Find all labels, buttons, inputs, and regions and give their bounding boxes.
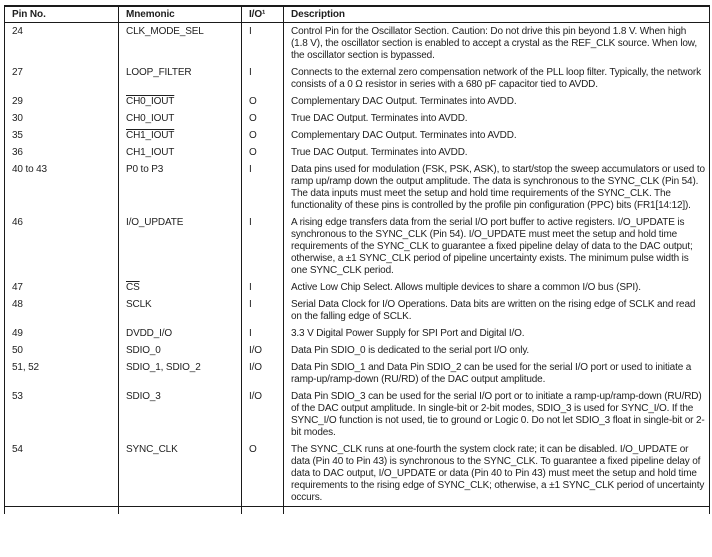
io-cell: O <box>242 144 284 161</box>
mnemonic-active-low: $\overline{CS}$ <box>126 281 140 293</box>
pin-function-table-wrap <box>4 5 709 514</box>
mnemonic-active-low: CH1_IOUT <box>126 129 175 141</box>
description-cell: Serial Data Clock for I/O Operations. Data bits are written on the rising edge of SCLK and read on the falling edge of SCLK. <box>284 296 710 325</box>
description-cell: Complementary DAC Output. Terminates into AVDD. <box>284 93 710 110</box>
io-cell: O <box>242 110 284 127</box>
mnemonic: SDIO_3 <box>126 390 161 402</box>
table-row <box>5 161 710 214</box>
table-row <box>5 279 710 296</box>
io-cell: I <box>242 214 284 279</box>
io-cell: I <box>242 325 284 342</box>
cutoff-row <box>5 507 710 515</box>
table-row <box>5 359 710 388</box>
description-cell: Data pins used for modulation (FSK, PSK, ASK), to start/stop the sweep accumulators or used to ramp up/ramp down the output amplitude. The data is synchronous to the SYNC_CLK (Pin 54). The data inputs must meet the setup and hold time requirements of the SYNC_CLK. The functionality of these pins is controlled by the profile pin configuration (PPC) bits (FR1[14:12]). <box>284 161 710 214</box>
table-row <box>5 441 710 507</box>
table-row <box>5 144 710 161</box>
io-cell: I <box>242 23 284 65</box>
col-header-description: Description <box>284 6 710 23</box>
mnemonic-active-low: CH0_IOUT <box>126 95 175 107</box>
header-row <box>5 6 710 23</box>
pin-no-cell: 27 <box>5 64 119 93</box>
mnemonic-cell <box>119 64 242 93</box>
pin-no-cell: 40 to 43 <box>5 161 119 214</box>
mnemonic: SDIO_0 <box>126 344 161 356</box>
description-cell: True DAC Output. Terminates into AVDD. <box>284 110 710 127</box>
table-cutoff-continuation <box>5 507 710 515</box>
description-cell: Complementary DAC Output. Terminates into AVDD. <box>284 127 710 144</box>
description-cell: True DAC Output. Terminates into AVDD. <box>284 144 710 161</box>
description-cell: Control Pin for the Oscillator Section. Caution: Do not drive this pin beyond 1.8 V. When high (1.8 V), the oscillator section is enabled to accept a crystal as the REF_CLK source. When low, the oscillator section is bypassed. <box>284 23 710 65</box>
mnemonic-cell <box>119 359 242 388</box>
mnemonic: CH0_IOUT <box>126 112 175 124</box>
pin-no-cell: 49 <box>5 325 119 342</box>
io-cell: O <box>242 441 284 507</box>
pin-table-body <box>5 23 710 507</box>
pin-no-cell: 46 <box>5 214 119 279</box>
description-cell: 3.3 V Digital Power Supply for SPI Port and Digital I/O. <box>284 325 710 342</box>
mnemonic-cell <box>119 93 242 110</box>
pin-no-cell: 47 <box>5 279 119 296</box>
table-row <box>5 93 710 110</box>
pin-no-cell: 29 <box>5 93 119 110</box>
mnemonic: P0 to P3 <box>126 163 164 175</box>
description-cell: A rising edge transfers data from the serial I/O port buffer to active registers. I/O_UPDATE is synchronous to the SYNC_CLK (Pin 54). I/O_UPDATE must meet the setup and hold time requirements of the SYNC_CLK to guarantee a fixed pipeline delay of data to the DAC output; otherwise, a ±1 SYNC_CLK period of pipeline uncertainty exists. The minimum pulse width is one SYNC_CLK period. <box>284 214 710 279</box>
mnemonic-cell <box>119 110 242 127</box>
table-row <box>5 388 710 441</box>
table-row <box>5 325 710 342</box>
mnemonic-cell <box>119 144 242 161</box>
mnemonic-cell <box>119 127 242 144</box>
mnemonic: CH1_IOUT <box>126 146 175 158</box>
mnemonic-cell <box>119 23 242 65</box>
io-cell: I <box>242 296 284 325</box>
table-row <box>5 23 710 65</box>
io-cell: I/O <box>242 359 284 388</box>
description-cell: Active Low Chip Select. Allows multiple devices to share a common I/O bus (SPI). <box>284 279 710 296</box>
pin-no-cell: 48 <box>5 296 119 325</box>
mnemonic: DVDD_I/O <box>126 327 173 339</box>
mnemonic-cell <box>119 279 242 296</box>
mnemonic: SDIO_1, SDIO_2 <box>126 361 201 373</box>
col-header-io: I/O¹ <box>242 6 284 23</box>
table-row <box>5 64 710 93</box>
pin-no-cell: 30 <box>5 110 119 127</box>
pin-no-cell: 35 <box>5 127 119 144</box>
mnemonic: LOOP_FILTER <box>126 66 192 78</box>
io-cell: I <box>242 64 284 93</box>
mnemonic: SCLK <box>126 298 152 310</box>
pin-no-cell: 24 <box>5 23 119 65</box>
description-cell: The SYNC_CLK runs at one-fourth the system clock rate; it can be disabled. I/O_UPDATE or data (Pin 40 to Pin 43) is synchronous to the SYNC_CLK. To guarantee a fixed pipeline delay of data to DAC output, I/O_UPDATE or data (Pin 40 to Pin 43) must meet the setup and hold time requirements to the rising edge of SYNC_CLK; otherwise, a ±1 SYNC_CLK period of uncertainty occurs. <box>284 441 710 507</box>
mnemonic: CLK_MODE_SEL <box>126 25 204 37</box>
table-header <box>5 6 710 23</box>
io-cell: O <box>242 127 284 144</box>
mnemonic-cell <box>119 214 242 279</box>
mnemonic-cell <box>119 388 242 441</box>
pin-no-cell: 54 <box>5 441 119 507</box>
pin-no-cell: 36 <box>5 144 119 161</box>
mnemonic-cell <box>119 441 242 507</box>
table-row <box>5 342 710 359</box>
pin-no-cell: 51, 52 <box>5 359 119 388</box>
io-cell: I <box>242 161 284 214</box>
pin-function-table <box>4 5 710 514</box>
io-cell: I/O <box>242 342 284 359</box>
description-cell: Connects to the external zero compensation network of the PLL loop filter. Typically, the network consists of a 0 Ω resistor in series with a 680 pF capacitor tied to AVDD. <box>284 64 710 93</box>
table-row <box>5 110 710 127</box>
description-cell: Data Pin SDIO_0 is dedicated to the serial port I/O only. <box>284 342 710 359</box>
description-cell: Data Pin SDIO_1 and Data Pin SDIO_2 can be used for the serial I/O port or used to initiate a ramp-up/ramp-down (RU/RD) of the DAC output amplitude. <box>284 359 710 388</box>
col-header-mnemonic: Mnemonic <box>119 6 242 23</box>
pin-no-cell: 50 <box>5 342 119 359</box>
io-cell: I/O <box>242 388 284 441</box>
mnemonic-cell <box>119 161 242 214</box>
mnemonic-cell <box>119 296 242 325</box>
mnemonic: I/O_UPDATE <box>126 216 184 228</box>
col-header-pin-no: Pin No. <box>5 6 119 23</box>
description-cell: Data Pin SDIO_3 can be used for the serial I/O port or to initiate a ramp-up/ramp-down (RU/RD) of the DAC output amplitude. In single-bit or 2-bit modes, SDIO_3 is used for SYNC_I/O. If the SYNC_I/O function is not used, tie to ground or Logic 0. Do not let SDIO_3 float in single-bit or 2-bit modes. <box>284 388 710 441</box>
io-cell: I <box>242 279 284 296</box>
table-row <box>5 296 710 325</box>
pin-no-cell: 53 <box>5 388 119 441</box>
io-cell: O <box>242 93 284 110</box>
mnemonic-cell <box>119 342 242 359</box>
table-row <box>5 127 710 144</box>
mnemonic-cell <box>119 325 242 342</box>
mnemonic: SYNC_CLK <box>126 443 178 455</box>
table-row <box>5 214 710 279</box>
